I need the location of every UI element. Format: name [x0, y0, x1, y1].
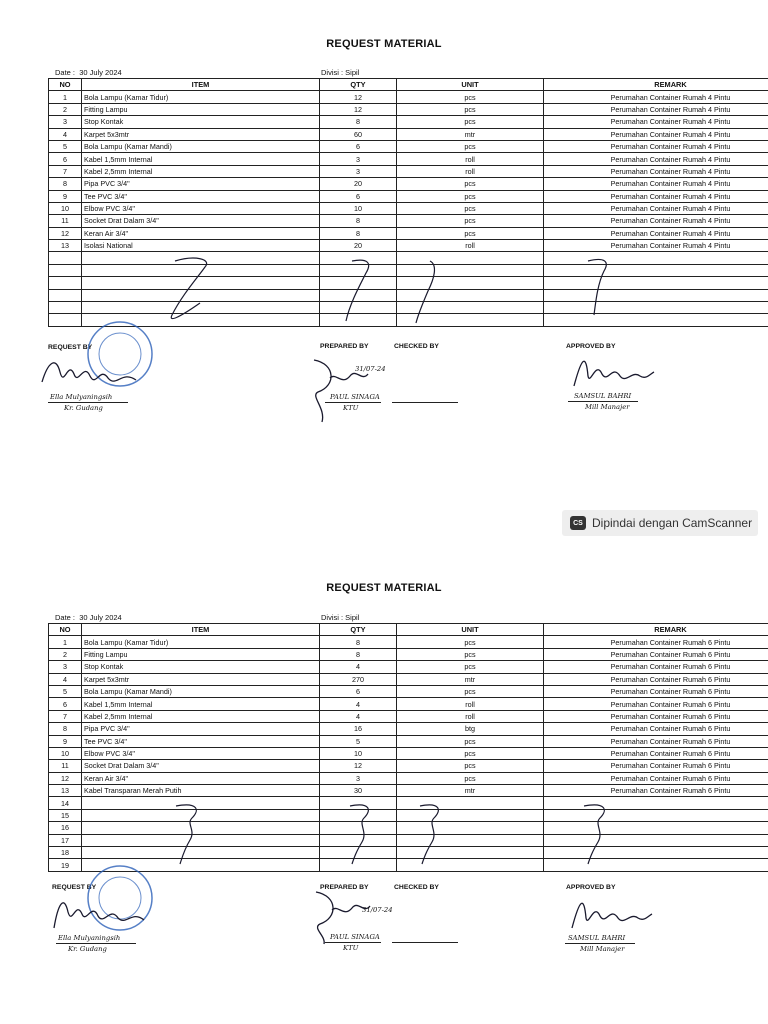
- requester-name: Ella Mulyaningsih: [58, 934, 121, 942]
- preparer-role: KTU: [343, 404, 359, 412]
- table-header-row: [49, 79, 768, 91]
- cell-remark: [544, 302, 768, 314]
- date-field: [55, 613, 122, 622]
- request-by-label: REQUEST BY: [52, 884, 97, 891]
- cell-no: 12: [49, 772, 82, 784]
- cell-unit: pcs: [397, 685, 544, 697]
- cell-qty: 5: [320, 735, 397, 747]
- approver-sign-line: [568, 401, 638, 402]
- cell-item: Fitting Lampu: [82, 648, 320, 660]
- table-row: [49, 735, 768, 747]
- cell-qty: 30: [320, 785, 397, 797]
- column-header-no: NO: [49, 79, 82, 91]
- cell-no: [49, 302, 82, 314]
- table-row: [49, 178, 768, 190]
- cell-no: 12: [49, 227, 82, 239]
- cell-qty: 6: [320, 140, 397, 152]
- cell-qty: 16: [320, 723, 397, 735]
- table-row: [49, 785, 768, 797]
- cell-unit: btg: [397, 723, 544, 735]
- cell-unit: pcs: [397, 190, 544, 202]
- cell-unit: pcs: [397, 140, 544, 152]
- cell-unit: pcs: [397, 215, 544, 227]
- cell-unit: pcs: [397, 760, 544, 772]
- cell-no: 1: [49, 91, 82, 103]
- material-table: [48, 623, 768, 872]
- approved-by-label: APPROVED BY: [566, 343, 616, 350]
- cell-item: Stop Kontak: [82, 661, 320, 673]
- cell-remark: Perumahan Container Rumah 4 Pintu: [544, 240, 768, 252]
- cell-qty: 8: [320, 648, 397, 660]
- cell-remark: Perumahan Container Rumah 4 Pintu: [544, 190, 768, 202]
- cell-unit: roll: [397, 698, 544, 710]
- column-header-qty: QTY: [320, 624, 397, 636]
- prepared-by-label: PREPARED BY: [320, 343, 369, 350]
- cell-remark: Perumahan Container Rumah 6 Pintu: [544, 760, 768, 772]
- cell-unit: pcs: [397, 636, 544, 648]
- cell-item: Bola Lampu (Kamar Tidur): [82, 636, 320, 648]
- table-row: [49, 116, 768, 128]
- cell-unit: roll: [397, 165, 544, 177]
- cell-no: 16: [49, 822, 82, 834]
- cell-no: 10: [49, 747, 82, 759]
- cell-qty: 60: [320, 128, 397, 140]
- table-row: [49, 103, 768, 115]
- table-row: [49, 834, 768, 846]
- cell-item: Karpet 5x3mtr: [82, 673, 320, 685]
- cell-no: 14: [49, 797, 82, 809]
- cell-remark: Perumahan Container Rumah 6 Pintu: [544, 648, 768, 660]
- strike-scribble: [170, 800, 210, 870]
- cell-qty: 3: [320, 153, 397, 165]
- table-row: [49, 636, 768, 648]
- cell-unit: pcs: [397, 772, 544, 784]
- date-value: 30 July 2024: [79, 68, 122, 77]
- cell-remark: [544, 277, 768, 289]
- date-label: Date :: [55, 68, 76, 77]
- cell-unit: pcs: [397, 648, 544, 660]
- table-row: [49, 809, 768, 821]
- cell-remark: [544, 264, 768, 276]
- prepared-by-label: PREPARED BY: [320, 884, 369, 891]
- cell-item: Socket Drat Dalam 3/4": [82, 215, 320, 227]
- division-field: Divisi : Sipil: [321, 68, 360, 77]
- cell-remark: Perumahan Container Rumah 4 Pintu: [544, 215, 768, 227]
- column-header-item: ITEM: [82, 624, 320, 636]
- table-row: [49, 747, 768, 759]
- cell-no: 10: [49, 202, 82, 214]
- cell-item: Kabel 2,5mm Internal: [82, 165, 320, 177]
- preparer-sign-line: [325, 942, 381, 943]
- column-header-qty: QTY: [320, 79, 397, 91]
- cell-item: Keran Air 3/4": [82, 227, 320, 239]
- table-row: [49, 648, 768, 660]
- cell-no: 13: [49, 240, 82, 252]
- cell-no: 7: [49, 710, 82, 722]
- column-header-remark: REMARK: [544, 79, 768, 91]
- cell-qty: 10: [320, 747, 397, 759]
- cell-qty: 20: [320, 240, 397, 252]
- cell-remark: [544, 314, 768, 326]
- cell-no: 19: [49, 859, 82, 871]
- cell-item: Elbow PVC 3/4": [82, 747, 320, 759]
- cell-remark: Perumahan Container Rumah 6 Pintu: [544, 698, 768, 710]
- cell-item: Bola Lampu (Kamar Tidur): [82, 91, 320, 103]
- approver-sign-line: [565, 943, 635, 944]
- strike-scribble: [408, 255, 448, 330]
- cell-item: Keran Air 3/4": [82, 772, 320, 784]
- cell-unit: roll: [397, 153, 544, 165]
- preparer-date: 31/07-24: [355, 365, 386, 373]
- strike-scribble: [578, 800, 618, 870]
- cell-item: Karpet 5x3mtr: [82, 128, 320, 140]
- table-row: [49, 215, 768, 227]
- cell-item: Kabel 1,5mm Internal: [82, 698, 320, 710]
- table-row: [49, 760, 768, 772]
- preparer-role: KTU: [343, 944, 359, 952]
- approver-role: Mill Manajer: [580, 945, 625, 953]
- camscanner-text: Dipindai dengan CamScanner: [592, 516, 753, 530]
- cell-no: 4: [49, 673, 82, 685]
- cell-item: Elbow PVC 3/4": [82, 202, 320, 214]
- cell-no: 1: [49, 636, 82, 648]
- cell-item: Isolasi National: [82, 240, 320, 252]
- cell-qty: 4: [320, 710, 397, 722]
- cell-qty: 6: [320, 190, 397, 202]
- division-field: Divisi : Sipil: [321, 613, 360, 622]
- cell-no: 15: [49, 809, 82, 821]
- cell-remark: Perumahan Container Rumah 6 Pintu: [544, 710, 768, 722]
- cell-item: Fitting Lampu: [82, 103, 320, 115]
- preparer-date: 31/07-24: [362, 906, 393, 914]
- preparer-sign-line: [325, 402, 381, 403]
- cell-remark: Perumahan Container Rumah 4 Pintu: [544, 128, 768, 140]
- cell-qty: 20: [320, 178, 397, 190]
- table-row: [49, 91, 768, 103]
- table-row: [49, 227, 768, 239]
- table-row: [49, 140, 768, 152]
- cell-no: 13: [49, 785, 82, 797]
- checked-by-label: CHECKED BY: [394, 884, 439, 891]
- cell-unit: pcs: [397, 178, 544, 190]
- table-row: [49, 190, 768, 202]
- cell-remark: Perumahan Container Rumah 4 Pintu: [544, 165, 768, 177]
- cell-item: Kabel 2,5mm Internal: [82, 710, 320, 722]
- table-row: [49, 165, 768, 177]
- cell-no: 5: [49, 140, 82, 152]
- checked-by-label: CHECKED BY: [394, 343, 439, 350]
- table-row: [49, 723, 768, 735]
- table-row: [49, 661, 768, 673]
- cell-qty: 3: [320, 772, 397, 784]
- cell-qty: 8: [320, 636, 397, 648]
- approver-signature-icon: [568, 352, 658, 392]
- requester-sign-line: [48, 402, 128, 403]
- cell-remark: Perumahan Container Rumah 4 Pintu: [544, 91, 768, 103]
- cell-qty: 8: [320, 116, 397, 128]
- cell-remark: Perumahan Container Rumah 6 Pintu: [544, 723, 768, 735]
- cell-no: 5: [49, 685, 82, 697]
- cell-unit: pcs: [397, 103, 544, 115]
- cell-remark: Perumahan Container Rumah 6 Pintu: [544, 685, 768, 697]
- requester-signature-icon: [50, 890, 150, 934]
- cell-remark: Perumahan Container Rumah 4 Pintu: [544, 140, 768, 152]
- cell-remark: Perumahan Container Rumah 4 Pintu: [544, 227, 768, 239]
- cell-unit: pcs: [397, 91, 544, 103]
- cell-unit: mtr: [397, 673, 544, 685]
- requester-name: Ella Mulyaningsih: [50, 393, 113, 401]
- cell-item: Socket Drat Dalam 3/4": [82, 760, 320, 772]
- cell-remark: Perumahan Container Rumah 4 Pintu: [544, 153, 768, 165]
- cell-unit: roll: [397, 710, 544, 722]
- table-header-row: [49, 624, 768, 636]
- cell-no: 3: [49, 116, 82, 128]
- cell-unit: pcs: [397, 227, 544, 239]
- requester-sign-line: [56, 943, 136, 944]
- table-row: [49, 240, 768, 252]
- date-field: [55, 68, 122, 77]
- strike-scribble: [160, 255, 220, 330]
- table-row: [49, 128, 768, 140]
- cell-no: 2: [49, 648, 82, 660]
- cell-no: [49, 314, 82, 326]
- cell-item: Stop Kontak: [82, 116, 320, 128]
- cell-item: Bola Lampu (Kamar Mandi): [82, 140, 320, 152]
- cell-item: Tee PVC 3/4": [82, 735, 320, 747]
- table-row: [49, 822, 768, 834]
- cell-unit: pcs: [397, 116, 544, 128]
- cell-no: 3: [49, 661, 82, 673]
- cell-item: Kabel 1,5mm Internal: [82, 153, 320, 165]
- camscanner-icon: CS: [570, 516, 586, 530]
- cell-no: 7: [49, 165, 82, 177]
- cell-no: 11: [49, 215, 82, 227]
- preparer-name: PAUL SINAGA: [330, 393, 380, 401]
- cell-qty: 4: [320, 661, 397, 673]
- cell-item: Tee PVC 3/4": [82, 190, 320, 202]
- requester-role: Kr. Gudang: [68, 945, 107, 953]
- table-row: [49, 710, 768, 722]
- cell-item: Kabel Transparan Merah Putih: [82, 785, 320, 797]
- checker-sign-line: [392, 942, 458, 943]
- cell-unit: pcs: [397, 202, 544, 214]
- cell-remark: [544, 289, 768, 301]
- cell-no: 6: [49, 153, 82, 165]
- approver-name: SAMSUL BAHRI: [574, 392, 632, 400]
- approver-role: Mill Manajer: [585, 403, 630, 411]
- strike-scribble: [340, 255, 380, 330]
- requester-role: Kr. Gudang: [64, 404, 103, 412]
- cell-qty: 12: [320, 760, 397, 772]
- table-row: [49, 859, 768, 871]
- column-header-no: NO: [49, 624, 82, 636]
- column-header-remark: REMARK: [544, 624, 768, 636]
- table-row: [49, 772, 768, 784]
- cell-no: 2: [49, 103, 82, 115]
- cell-remark: Perumahan Container Rumah 6 Pintu: [544, 661, 768, 673]
- cell-no: 8: [49, 723, 82, 735]
- camscanner-badge: [562, 510, 758, 536]
- cell-item: Bola Lampu (Kamar Mandi): [82, 685, 320, 697]
- table-body: [49, 636, 768, 871]
- cell-item: Pipa PVC 3/4": [82, 723, 320, 735]
- table-row: [49, 153, 768, 165]
- cell-no: [49, 252, 82, 264]
- cell-no: [49, 289, 82, 301]
- approver-name: SAMSUL BAHRI: [568, 934, 626, 942]
- cell-no: 11: [49, 760, 82, 772]
- cell-qty: 3: [320, 165, 397, 177]
- table-row: [49, 847, 768, 859]
- cell-qty: 12: [320, 103, 397, 115]
- cell-remark: Perumahan Container Rumah 4 Pintu: [544, 178, 768, 190]
- cell-no: 9: [49, 735, 82, 747]
- cell-remark: Perumahan Container Rumah 4 Pintu: [544, 103, 768, 115]
- cell-qty: 12: [320, 91, 397, 103]
- form-title: REQUEST MATERIAL: [326, 582, 442, 594]
- table-row: [49, 673, 768, 685]
- cell-unit: mtr: [397, 785, 544, 797]
- cell-remark: Perumahan Container Rumah 6 Pintu: [544, 636, 768, 648]
- cell-no: 6: [49, 698, 82, 710]
- form-title: REQUEST MATERIAL: [326, 38, 442, 50]
- strike-scribble: [580, 255, 620, 330]
- cell-remark: Perumahan Container Rumah 6 Pintu: [544, 772, 768, 784]
- cell-no: [49, 277, 82, 289]
- column-header-item: ITEM: [82, 79, 320, 91]
- table-row: [49, 698, 768, 710]
- cell-remark: Perumahan Container Rumah 6 Pintu: [544, 735, 768, 747]
- cell-remark: Perumahan Container Rumah 6 Pintu: [544, 785, 768, 797]
- cell-unit: roll: [397, 240, 544, 252]
- cell-no: 8: [49, 178, 82, 190]
- approved-by-label: APPROVED BY: [566, 884, 616, 891]
- request-by-label: REQUEST BY: [48, 344, 93, 351]
- strike-scribble: [344, 800, 384, 870]
- cell-qty: 270: [320, 673, 397, 685]
- cell-qty: 8: [320, 227, 397, 239]
- preparer-name: PAUL SINAGA: [330, 933, 380, 941]
- cell-unit: pcs: [397, 747, 544, 759]
- cell-no: [49, 264, 82, 276]
- cell-unit: pcs: [397, 661, 544, 673]
- cell-no: 18: [49, 847, 82, 859]
- cell-remark: Perumahan Container Rumah 6 Pintu: [544, 673, 768, 685]
- table-row: [49, 797, 768, 809]
- date-label: Date :: [55, 613, 76, 622]
- table-row: [49, 202, 768, 214]
- date-value: 30 July 2024: [79, 613, 122, 622]
- cell-qty: 4: [320, 698, 397, 710]
- cell-remark: Perumahan Container Rumah 4 Pintu: [544, 202, 768, 214]
- cell-remark: [544, 252, 768, 264]
- checker-sign-line: [392, 402, 458, 403]
- cell-no: 4: [49, 128, 82, 140]
- cell-qty: 6: [320, 685, 397, 697]
- cell-no: 9: [49, 190, 82, 202]
- cell-no: 17: [49, 834, 82, 846]
- cell-remark: Perumahan Container Rumah 4 Pintu: [544, 116, 768, 128]
- strike-scribble: [412, 800, 452, 870]
- cell-unit: mtr: [397, 128, 544, 140]
- cell-qty: 10: [320, 202, 397, 214]
- cell-item: Pipa PVC 3/4": [82, 178, 320, 190]
- cell-unit: pcs: [397, 735, 544, 747]
- approver-signature-icon: [566, 894, 656, 934]
- cell-qty: 8: [320, 215, 397, 227]
- column-header-unit: UNIT: [397, 624, 544, 636]
- column-header-unit: UNIT: [397, 79, 544, 91]
- cell-remark: Perumahan Container Rumah 6 Pintu: [544, 747, 768, 759]
- table-row: [49, 685, 768, 697]
